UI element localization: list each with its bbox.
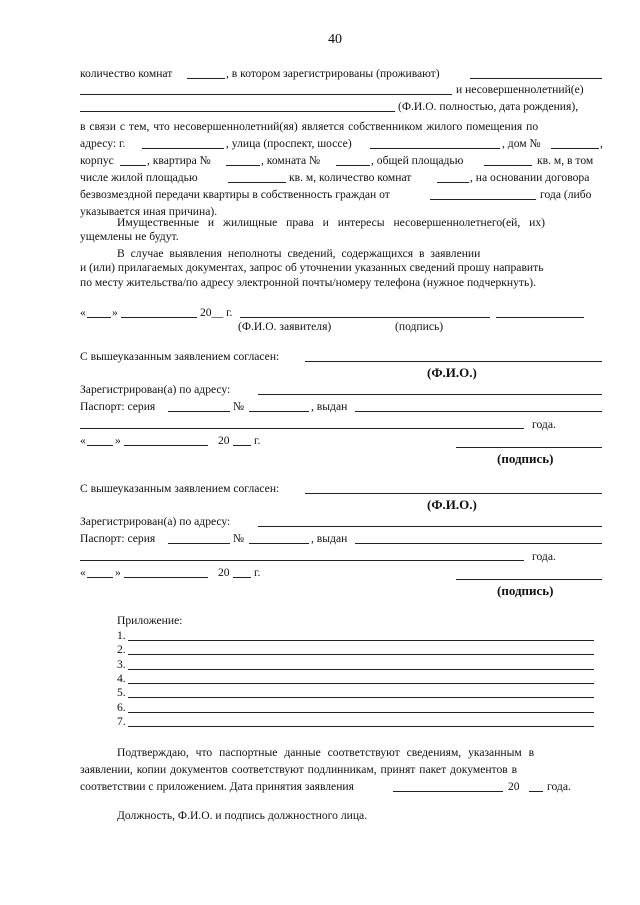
passport-issued-field-2[interactable] [80,428,524,429]
signature-field[interactable] [456,447,602,448]
text: соответствии с приложением. Дата принятия заявления [80,780,354,793]
text: года. [532,550,556,563]
attachment-field[interactable] [128,640,594,641]
passport-number-field[interactable] [249,543,309,544]
text: безвозмездной передачи квартиры в собственность граждан от [80,188,390,201]
blank-line[interactable] [228,182,286,183]
text: » [115,566,121,579]
attachment-number: 3. [117,657,126,671]
blank-line[interactable] [120,165,146,166]
blank-line[interactable] [370,148,500,149]
attachments-title: Приложение: [117,614,183,627]
text: 20 [218,434,230,447]
text: ущемлены не будут. [80,230,179,243]
attachment-number: 7. [117,714,126,728]
text: , в котором зарегистрированы (проживают) [226,67,440,80]
passport-issued-field[interactable] [355,543,602,544]
attachment-field[interactable] [128,683,594,684]
blank-line[interactable] [142,148,224,149]
attachment-field[interactable] [128,654,594,655]
attachment-number: 5. [117,686,126,700]
blank-line[interactable] [470,78,602,79]
text: и (или) прилагаемых документах, запрос об уточнении указанных сведений прошу направить [80,261,544,274]
text: » [112,306,118,319]
text: С вышеуказанным заявлением согласен: [80,350,280,363]
text: адресу: г. [80,137,126,150]
text: указывается иная причина). [80,205,218,218]
text: года. [532,418,556,431]
text: (Ф.И.О. полностью, дата рождения), [398,100,579,113]
text: заявлении, копии документов соответствуют подлинникам, принят пакет документов в [80,763,518,776]
acceptance-date-field[interactable] [393,791,503,792]
address-field[interactable] [258,394,602,395]
text: С вышеуказанным заявлением согласен: [80,482,280,495]
passport-issued-field[interactable] [355,411,602,412]
text: по месту жительства/по адресу электронной почты/номеру телефона (нужное подчеркнуть). [80,276,537,289]
text: , выдан [311,532,348,545]
acceptance-year-field[interactable] [529,791,543,792]
text: , [600,137,603,150]
page-number: 40 [328,32,342,47]
attachment-number: 6. [117,700,126,714]
text: года. [547,780,571,793]
text: « [80,566,86,579]
text: 20 [218,566,230,579]
text: Зарегистрирован(а) по адресу: [80,383,231,396]
text: 20__ г. [200,306,233,319]
text: кв. м, в том [537,154,594,167]
official-signature-label: Должность, Ф.И.О. и подпись должностного лица. [117,809,368,822]
attachment-number: 2. [117,643,126,657]
blank-line[interactable] [226,165,260,166]
text: (Ф.И.О.) [427,365,477,380]
text: , дом № [502,137,541,150]
blank-line[interactable] [484,165,532,166]
text: (подпись) [497,583,554,598]
consent-fio-field[interactable] [305,493,602,494]
text: , на основании договора [470,171,590,184]
text: , выдан [311,400,348,413]
text: (подпись) [395,320,444,333]
text: Зарегистрирован(а) по адресу: [80,515,231,528]
text: В случае выявления неполноты сведений, содержащихся в заявлении [117,247,481,260]
text: 20 [508,780,520,793]
attachment-field[interactable] [128,697,594,698]
text: № [233,400,245,413]
month-field[interactable] [124,577,208,578]
text: кв. м, количество комнат [289,171,412,184]
text: « [80,306,86,319]
passport-series-field[interactable] [168,411,230,412]
passport-number-field[interactable] [249,411,309,412]
day-field[interactable] [87,317,111,318]
text: № [233,532,245,545]
blank-line[interactable] [430,199,536,200]
attachment-number: 1. [117,629,126,642]
attachment-field[interactable] [128,726,594,727]
text: г. [254,434,261,447]
text: , улица (проспект, шоссе) [226,137,352,150]
text: в связи с тем, что несовершеннолетний(яя) является собственником жилого помещения по [80,120,539,133]
month-field[interactable] [121,317,197,318]
attachment-field[interactable] [128,669,594,670]
blank-line[interactable] [187,78,225,79]
text: (Ф.И.О.) [427,497,477,512]
text: Подтверждаю, что паспортные данные соответствуют сведениям, указанным в [117,746,535,759]
text: (подпись) [497,451,554,466]
text: количество комнат [80,67,173,80]
attachment-number: 4. [117,671,126,685]
text: , квартира № [147,154,211,167]
year-field[interactable] [233,577,251,578]
blank-line[interactable] [437,182,469,183]
day-field[interactable] [87,445,113,446]
month-field[interactable] [124,445,208,446]
year-field[interactable] [233,445,251,446]
text: (Ф.И.О. заявителя) [238,320,332,333]
attachment-field[interactable] [128,712,594,713]
blank-line[interactable] [551,148,599,149]
signature-field[interactable] [456,579,602,580]
text: Паспорт: серия [80,400,156,413]
applicant-sign-field[interactable] [496,317,584,318]
text: и несовершеннолетний(е) [456,83,584,96]
applicant-fio-field[interactable] [240,317,490,318]
text: года (либо [540,188,592,201]
text: Паспорт: серия [80,532,156,545]
text: « [80,434,86,447]
day-field[interactable] [87,577,113,578]
text: , общей площадью [371,154,464,167]
text: » [115,434,121,447]
text: корпус [80,154,114,167]
blank-line[interactable] [80,111,395,112]
passport-issued-field-2[interactable] [80,560,524,561]
text: г. [254,566,261,579]
address-field[interactable] [258,526,602,527]
consent-fio-field[interactable] [305,361,602,362]
passport-series-field[interactable] [168,543,230,544]
blank-line[interactable] [336,165,370,166]
text: Имущественные и жилищные права и интересы несовершеннолетнего(ей, их) [117,216,545,229]
text: числе жилой площадью [80,171,198,184]
blank-line[interactable] [80,94,452,95]
text: , комната № [261,154,321,167]
